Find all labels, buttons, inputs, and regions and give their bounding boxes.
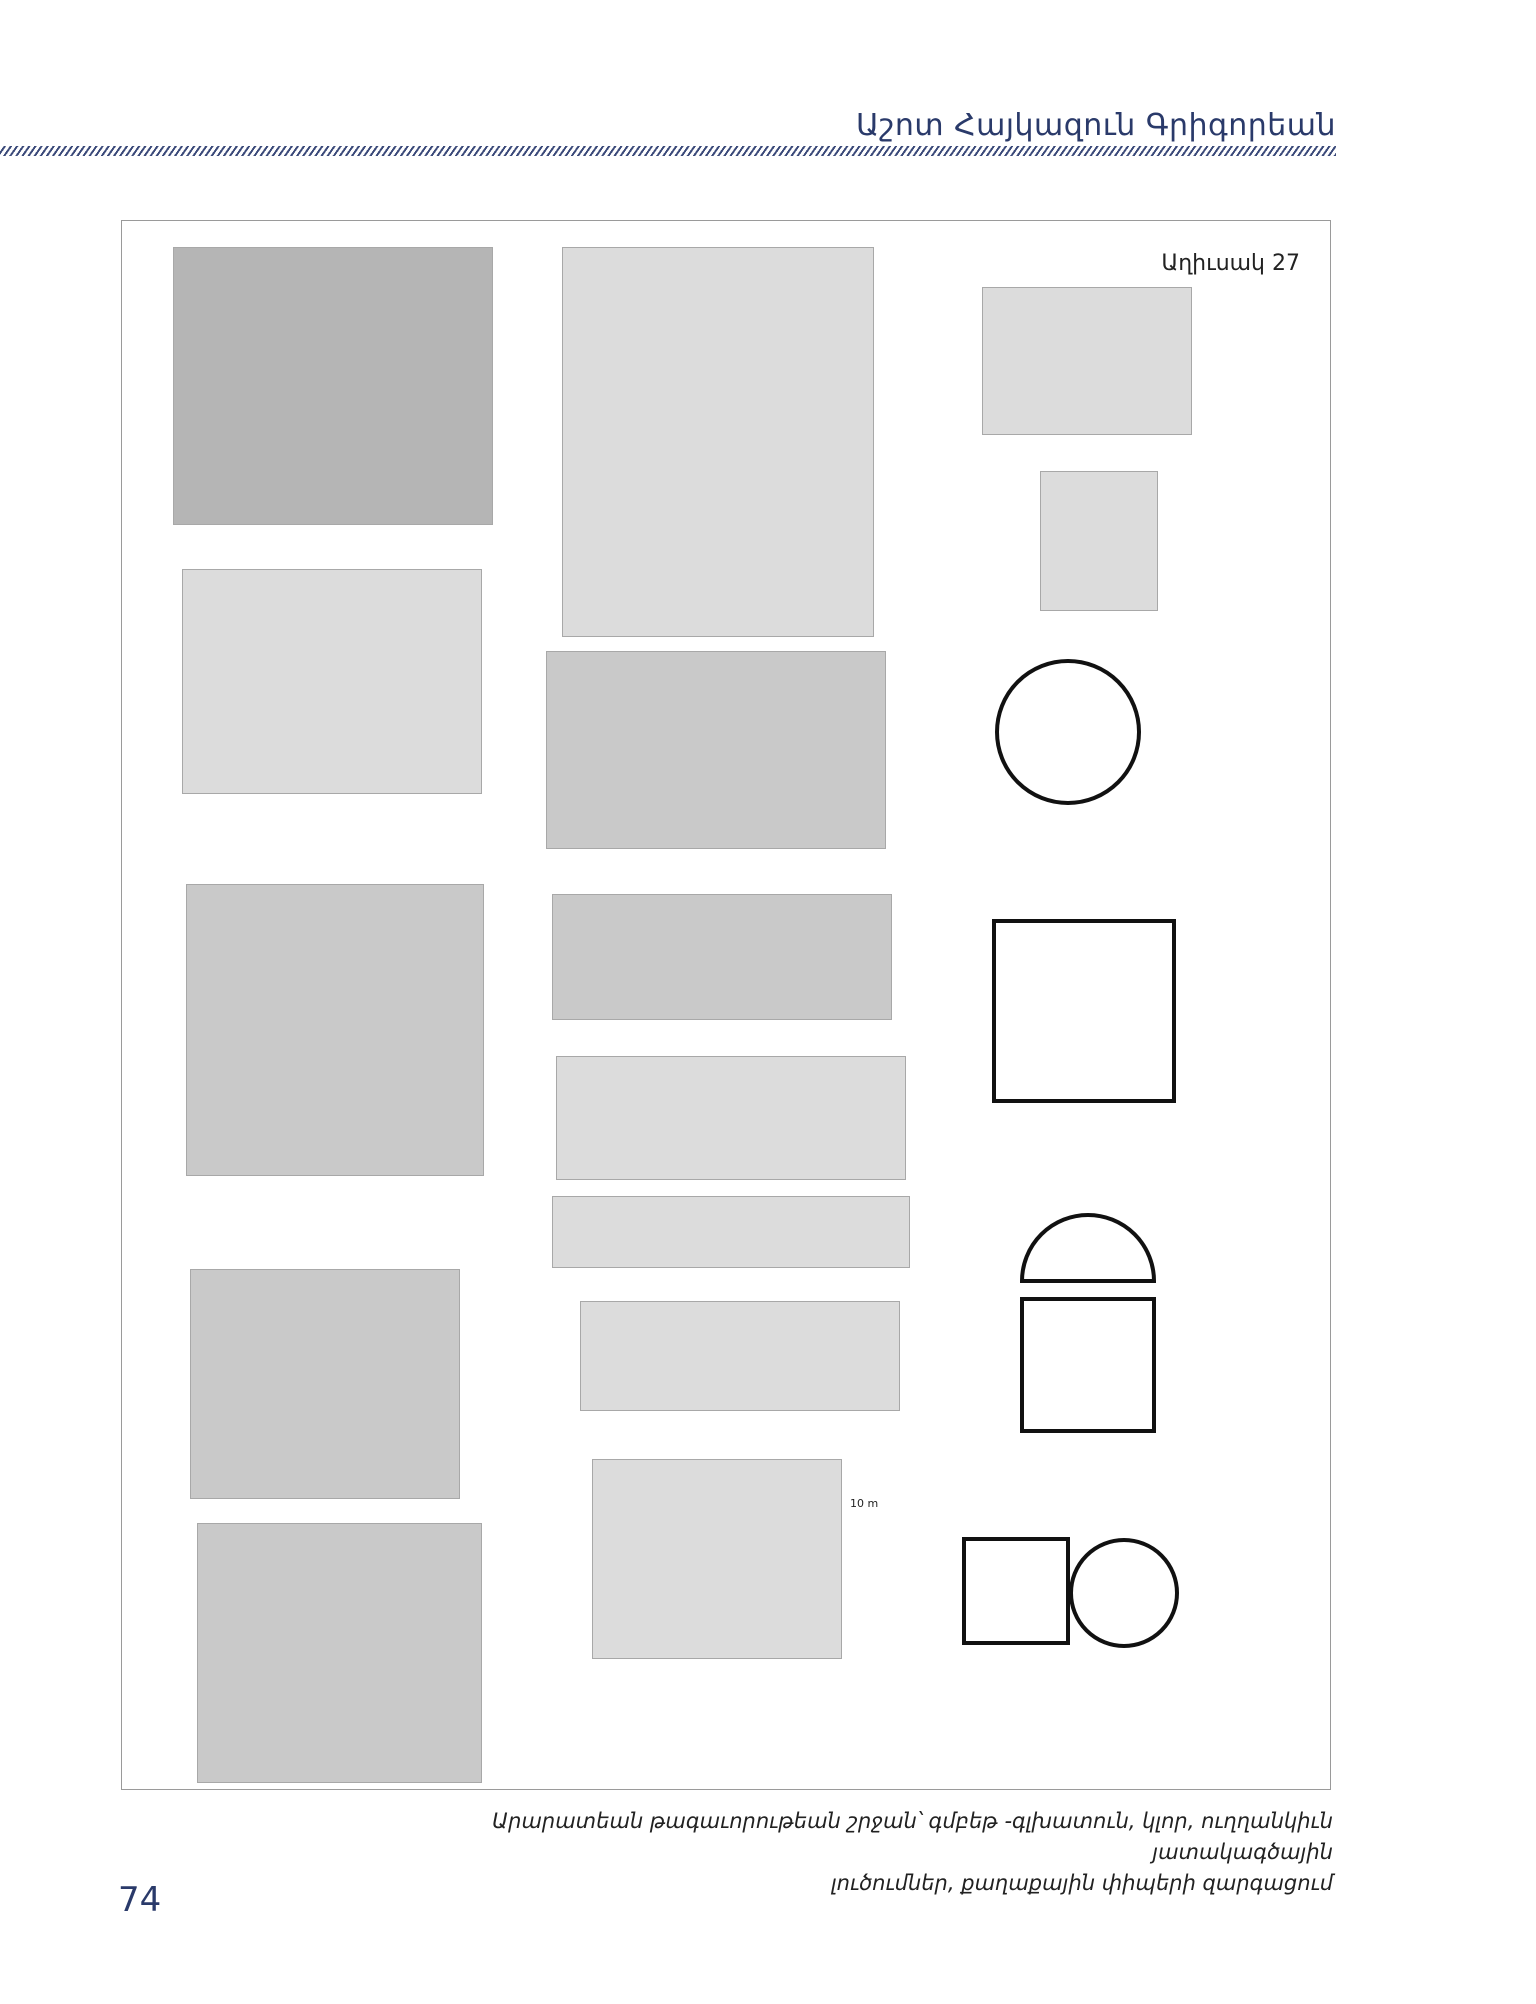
excavation-photo (173, 247, 493, 525)
square-and-circle-shape (962, 1537, 1192, 1647)
cruciform-plan (190, 1269, 460, 1499)
half-circle-shape (1020, 1209, 1156, 1283)
circle-shape (993, 657, 1143, 807)
cave-complex-plan (197, 1523, 482, 1783)
scale-label: 10 m (850, 1497, 879, 1510)
header-divider (0, 146, 1336, 156)
caption-line-2: լուծումներ, քաղաքային փիպերի զարգացում (830, 1871, 1333, 1895)
domed-building-sketch (580, 1301, 900, 1411)
building-plan-with-scale (592, 1459, 842, 1659)
square-shape (992, 919, 1176, 1103)
tower-model-sketch (1040, 471, 1158, 611)
row-houses-plan (546, 651, 886, 849)
domed-houses-sketch (186, 884, 484, 1176)
section-drawing (552, 1196, 910, 1268)
figure-frame (121, 220, 1331, 1790)
figure-caption (333, 1806, 1333, 1899)
caption-line-1: Արարատեան թագաւորութեան շրջան՝ գմբեթ -գլխատուն, կլոր, ուղղանկիւն յատակագծային (492, 1809, 1333, 1864)
rock-cut-chamber-plan (552, 894, 892, 1020)
building-model-sketch (982, 287, 1192, 435)
settlement-plan (182, 569, 482, 794)
fortress-facade-drawing (562, 247, 874, 637)
running-header: Աշոտ Հայկազուն Գրիգորեան (855, 108, 1336, 143)
cave-rooms-plan (556, 1056, 906, 1180)
page-number: 74 (118, 1880, 162, 1920)
plate-label: Աղիւսակ 27 (1161, 251, 1300, 276)
square-below-dome-shape (1020, 1297, 1156, 1433)
